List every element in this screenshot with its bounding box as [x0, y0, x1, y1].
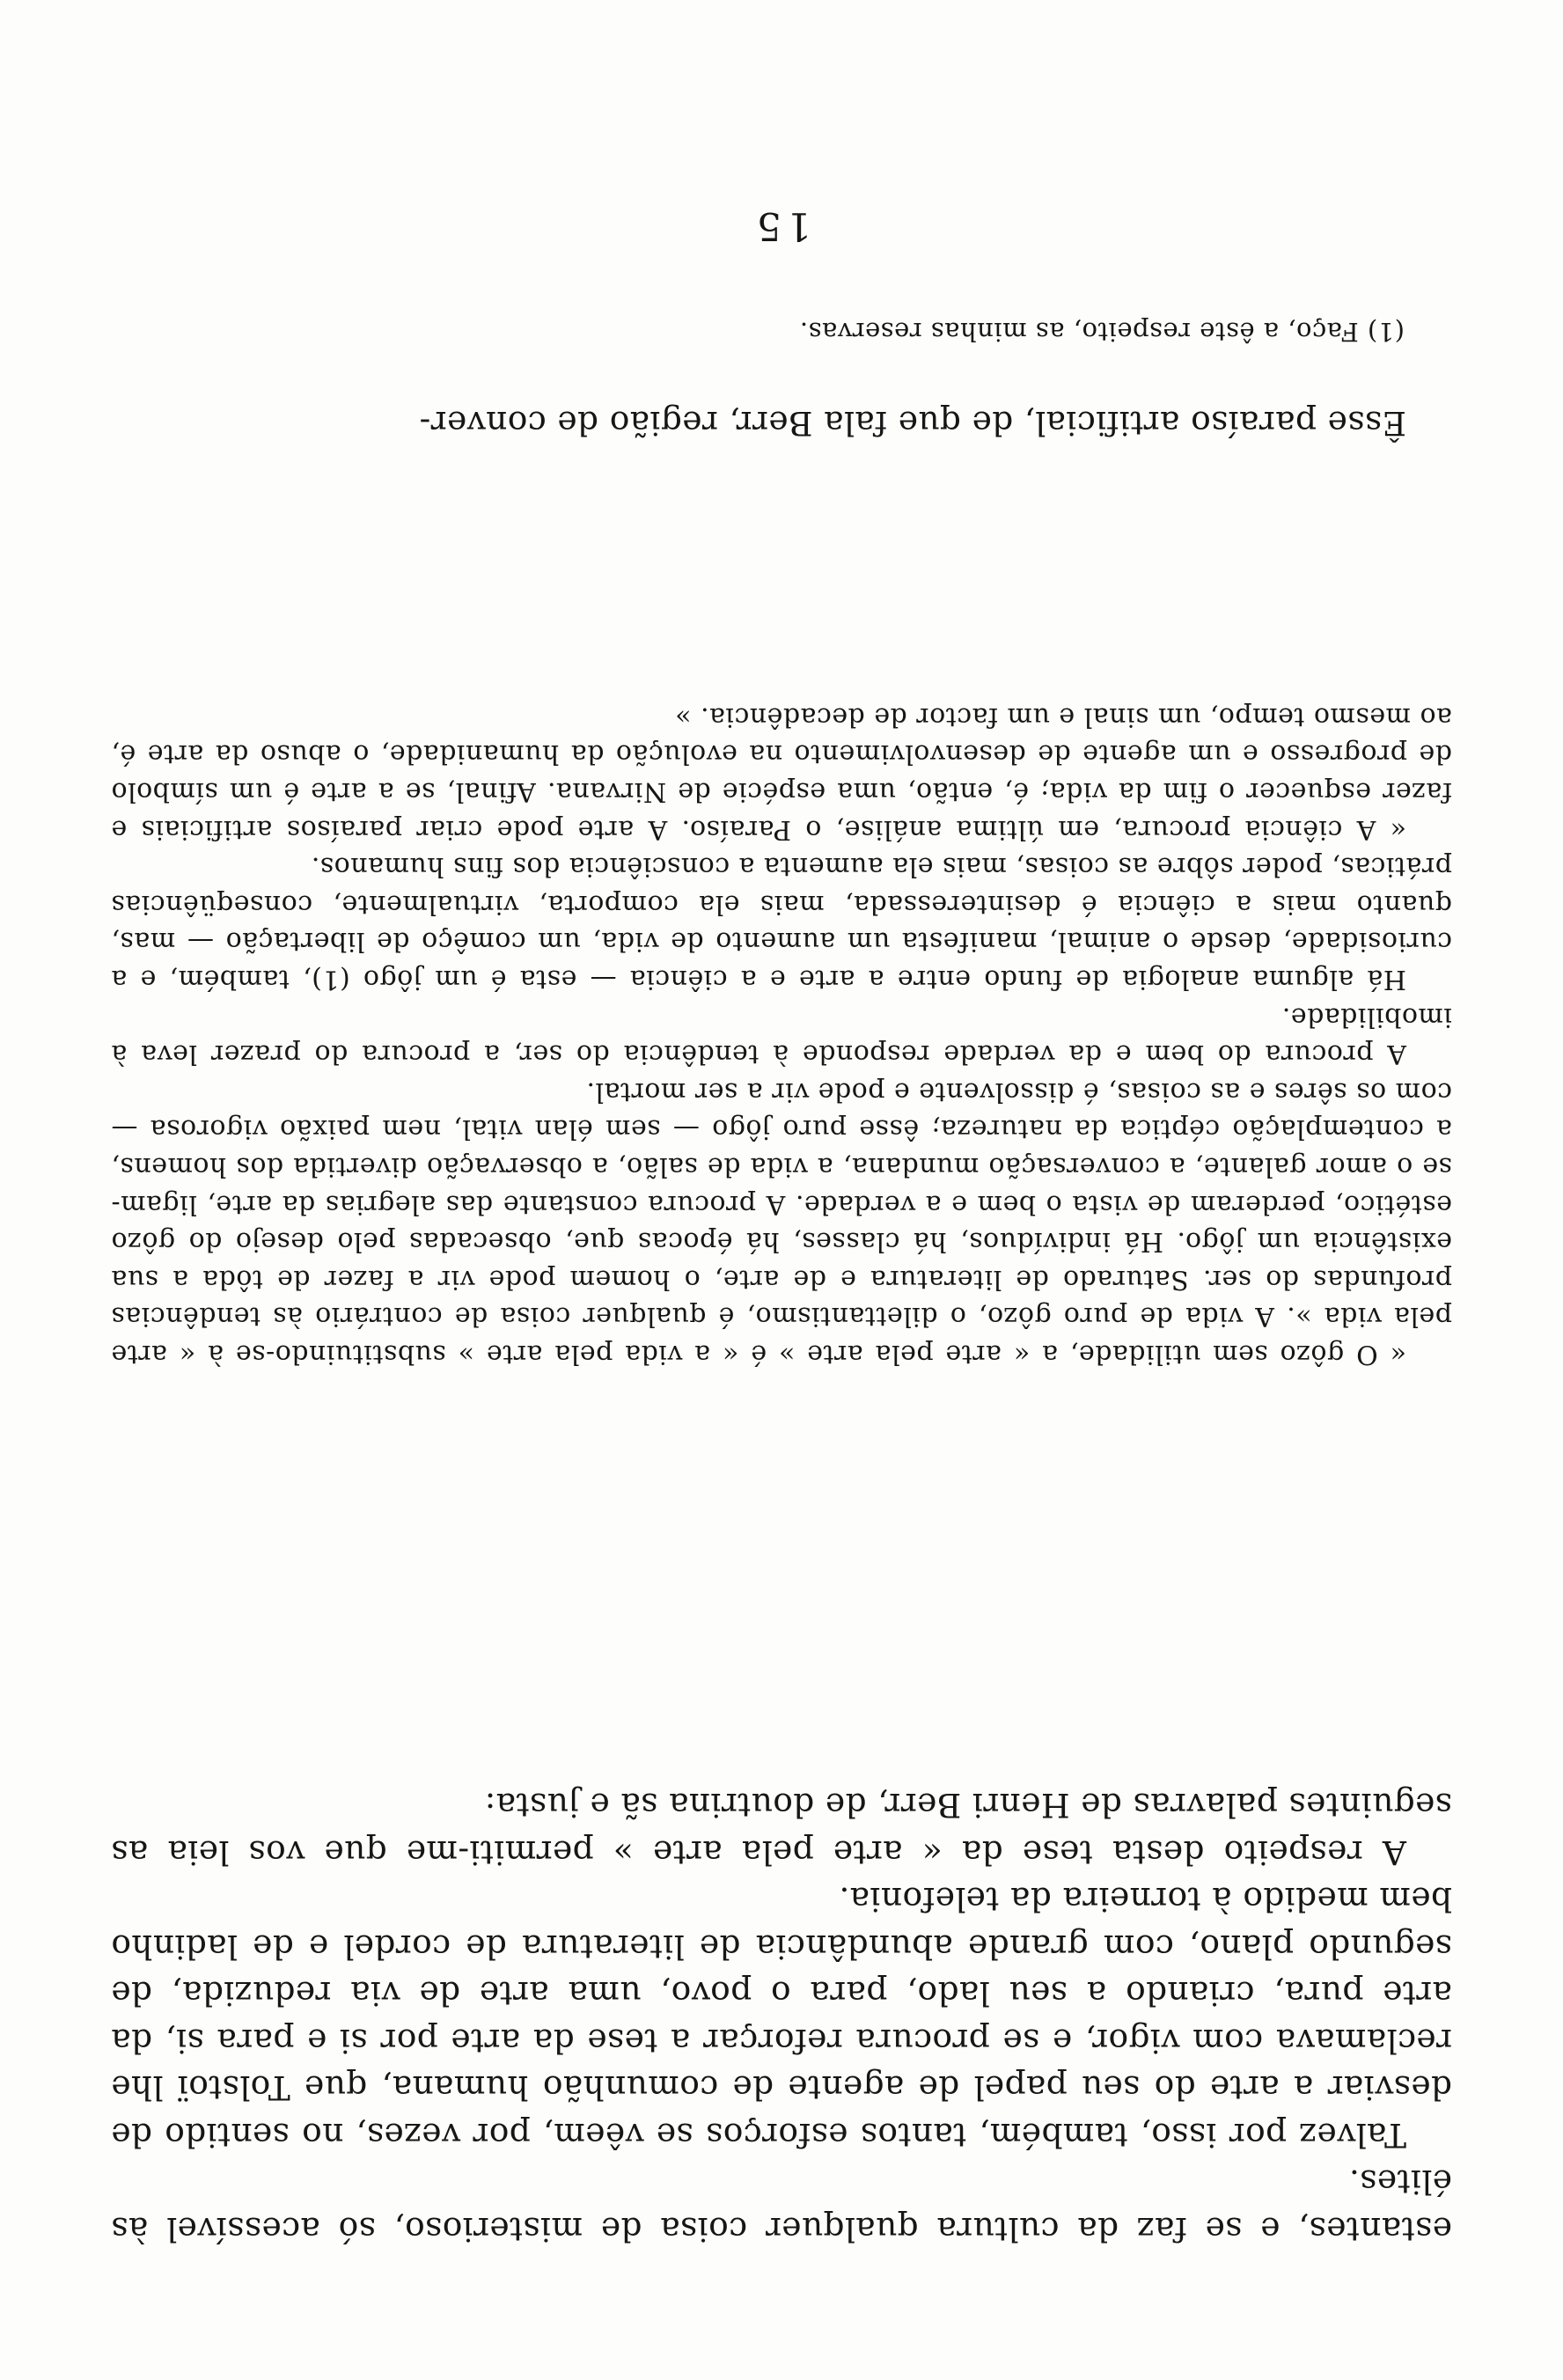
- paragraph-tolstoi: Talvez por isso, também, tantos esforços se vêem, por vezes, no sentido de desviar a arte do seu papel de agente de comunhão humana, que Tolstoï lhe reclamava com vigor, e se procura reforçar a tese da arte por si e para si, da arte pura, criando a seu lado, para o povo, uma arte de via reduzida, de segundo plano, com grande abundância de literatura de cordel e de ladinho bem medido à torneira da telefonia.: [111, 1880, 1452, 2155]
- quote-paragraph-3: Há alguma analogia de fundo entre a arte e a ciência — esta é um jôgo (1), também, e a curiosidade, desde o animal, manifesta um aumento de vida, um comêço de libertação — mas, quanto mais a ciência é desinteressada, mais ela comporta, virtualmente, conseqüências práticas, poder sôbre as coisas, mais ela aumenta a consciência dos fins humanos.: [111, 851, 1452, 995]
- quote-paragraph-1: « O gôzo sem utilidade, a « arte pela arte » é « a vida pela arte » substituindo-se à « arte pela vida ». A vida de puro gôzo, o dilettantismo, é qualquer coisa de contrário às tendências profundas do ser. Saturado de literatura e de arte, o homem pode vir a fazer de tôda a sua existência um jôgo. Há indivíduos, há classes, há épocas que, obsecadas pelo desejo do gôzo estético, perderam de vista o bem e a verdade. A procura constante das alegrias da arte, ligam-se o amor galante, a conversação mundana, a vida de salão, a observação divertida dos homens, a contemplação céptica da natureza; êsse puro jôgo — sem élan vital, nem paixão vigorosa — com os sêres e as coisas, é dissolvente e pode vir a ser mortal.: [111, 1076, 1452, 1370]
- body-text-continuation: [0, 400, 1563, 446]
- quote-paragraph-4: « A ciência procura, em última análise, o Paraíso. A arte pode criar paraísos artificiais e fazer esquecer o fim da vida; é, então, uma espécie de Nirvana. Afinal, se a arte é um símbolo de progresso e um agente de desenvolvimento na evolução da humanidade, o abuso da arte é, ao mesmo tempo, um sinal e um factor de decadência. »: [111, 701, 1452, 845]
- paragraph-continuation: estantes, e se faz da cultura qualquer coisa de misterioso, só acessível às élites.: [111, 2163, 1452, 2249]
- quote-paragraph-2: A procura do bem e da verdade responde à tendência do ser, a procura do prazer leva à imobilidade.: [111, 1001, 1452, 1070]
- paragraph-berr-intro: A respeito desta tese da « arte pela arte » permiti-me que vos leia as seguintes palavras de Henri Berr, de doutrina sã e justa:: [111, 1786, 1452, 1872]
- footnote-text: (1) Faço, a êste respeito, as minhas reservas.: [799, 317, 1405, 347]
- block-quotation: [0, 697, 1563, 1372]
- body-text: [0, 1781, 1563, 2252]
- page-number: 15: [752, 203, 811, 248]
- paragraph-paraiso: Êsse paraíso artificial, de que fala Berr, região de conver-: [419, 404, 1406, 443]
- footnote: [0, 314, 1563, 349]
